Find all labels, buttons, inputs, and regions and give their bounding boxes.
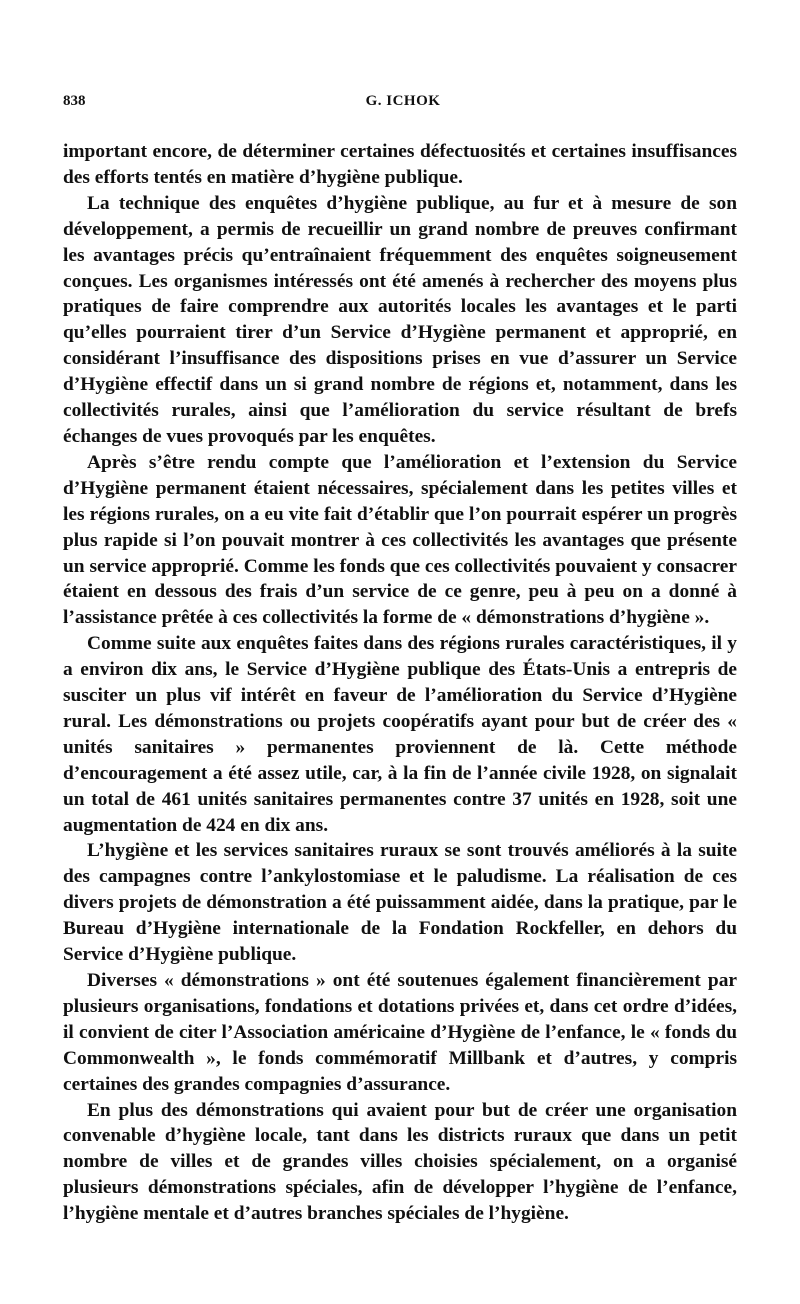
paragraph-amelioration: Après s’être rendu compte que l’amélioration et l’extension du Service d’Hygiène permanent étaient nécessaires, spécialement dans les petites villes et les régions rurales, on a eu vite fait d’établir que l’on pourrait espérer un progrès plus rapide si l’on pouvait montrer à ces collectivités les avantages que présente un service approprié. Comme les fonds que ces collectivités pouvaient y consacrer étaient en dessous des frais d’un service de ce genre, peu à peu on a donné à l’assistance prêtée à ces collectivités la forme de « démonstrations d’hygiène ».	[63, 451, 737, 629]
paragraph-financement: Diverses « démonstrations » ont été soutenues également financièrement par plusieurs organisations, fondations et dotations privées et, dans cet ordre d’idées, il convient de citer l’Association américaine d’Hygiène de l’enfance, le « fonds du Commonwealth », le fonds commémoratif Millbank et d’autres, y compris certaines des grandes compagnies d’assurance.	[63, 970, 737, 1095]
paragraph-continued: important encore, de déterminer certaines défectuosités et certaines insuffisances des efforts tentés en matière d’hygiène publique.	[63, 141, 737, 188]
running-head	[63, 93, 743, 117]
paragraph-demonstrations-speciales: En plus des démonstrations qui avaient pour but de créer une organisation convenable d’hygiène locale, tant dans les districts ruraux que dans un petit nombre de villes et de grandes villes choisies spécialement, on a organisé plusieurs démonstrations spéciales, afin de développer l’hygiène de l’enfance, l’hygiène mentale et d’autres branches spéciales de l’hygiène.	[63, 1099, 737, 1225]
paragraph-campagnes: L’hygiène et les services sanitaires ruraux se sont trouvés améliorés à la suite des campagnes contre l’ankylostomiase et le paludisme. La réalisation de ces divers projets de démonstration a été puissamment aidée, dans la pratique, par le Bureau d’Hygiène internationale de la Fondation Rockfeller, en dehors du Service d’Hygiène publique.	[63, 840, 737, 966]
author-name: G. ICHOK	[365, 93, 441, 109]
paragraph-etats-unis: Comme suite aux enquêtes faites dans des régions rurales caractéristiques, il y a environ dix ans, le Service d’Hygiène publique des États-Unis a entrepris de susciter un plus vif intérêt en faveur de l’amélioration du Service d’Hygiène rural. Les démonstrations ou projets coopératifs ayant pour but de créer des « unités sanitaires » permanentes proviennent de là. Cette méthode d’encouragement a été assez utile, car, à la fin de l’année civile 1928, on signalait un total de 461 unités sanitaires permanentes contre 37 unités en 1928, soit une augmentation de 424 en dix ans.	[63, 633, 737, 836]
page-number: 838	[63, 93, 86, 109]
body-text	[63, 139, 737, 1227]
paragraph-enquetes: La technique des enquêtes d’hygiène publique, au fur et à mesure de son développement, a permis de recueillir un grand nombre de preuves confirmant les avantages précis qu’entraînaient fréquemment des enquêtes soigneusement conçues. Les organismes intéressés ont été amenés à rechercher des moyens plus pratiques de faire comprendre aux autorités locales les avantages et le parti qu’elles pourraient tirer d’un Service d’Hygiène permanent et approprié, en considérant l’insuffisance des dispositions prises en vue d’assurer un Service d’Hygiène effectif dans un si grand nombre de régions et, notamment, dans les collectivités rurales, ainsi que l’amélioration du service résultant de brefs échanges de vues provoqués par les enquêtes.	[63, 192, 737, 447]
